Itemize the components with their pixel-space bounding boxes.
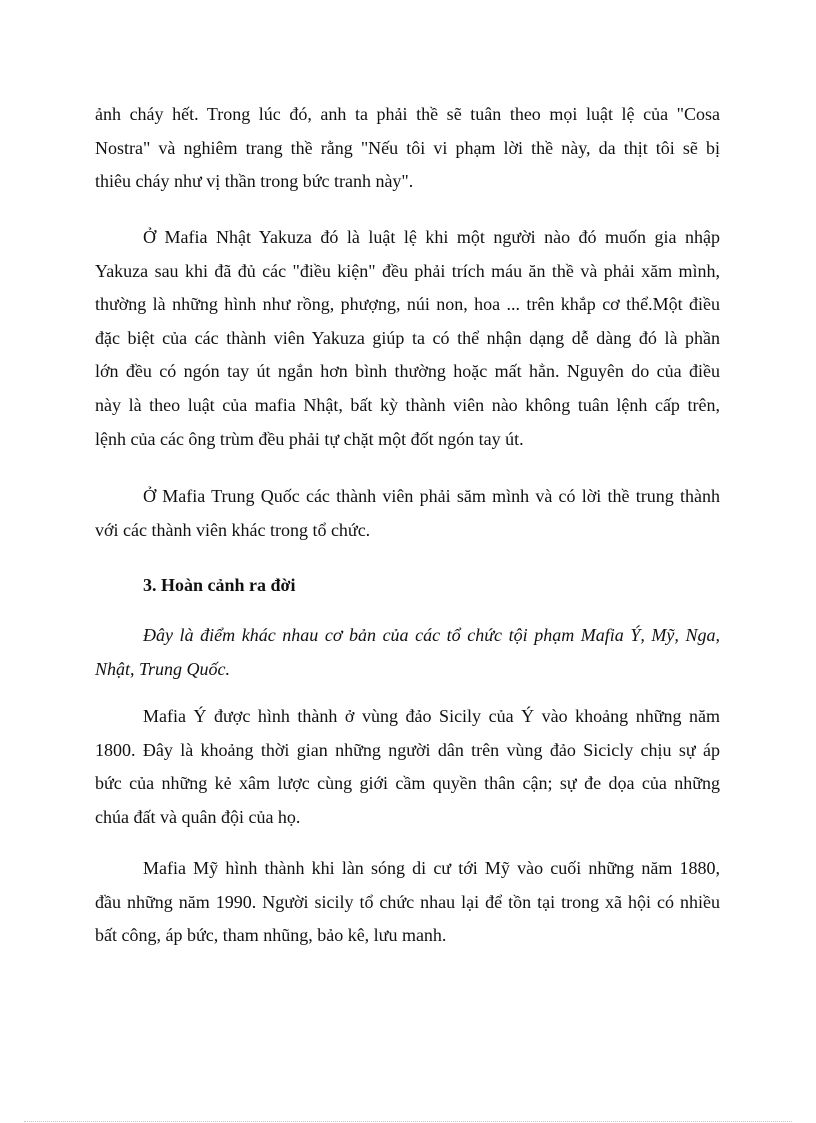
text-line: Ở Mafia Trung Quốc các thành viên phải săm mình và có lời thề trung thành [143, 486, 720, 506]
paragraph-usa-mafia [95, 852, 720, 953]
paragraph-yakuza [95, 221, 720, 456]
text-line: thiêu cháy như vị thần trong bức tranh này". [95, 171, 414, 192]
text-line: thường là những hình như rồng, phượng, núi non, hoa ... trên khắp cơ thể.Một điều [95, 294, 720, 315]
text-line: chúa đất và quân đội của họ. [95, 806, 301, 827]
text-line: với các thành viên khác trong tổ chức. [95, 519, 371, 540]
text-line: lệnh của các ông trùm đều phải tự chặt một đốt ngón tay út. [95, 428, 524, 449]
page-bottom-rule [24, 1121, 792, 1122]
text-line: đầu những năm 1990. Người sicily tổ chức nhau lại để tồn tại trong xã hội có nhiều [95, 891, 720, 912]
paragraph-china-mafia [95, 480, 720, 547]
text-line: Yakuza sau khi đã đủ các "điều kiện" đều phải trích máu ăn thề và phải xăm mình, [95, 260, 720, 281]
text-line: Nhật, Trung Quốc. [95, 658, 231, 679]
text-line: 1800. Đây là khoảng thời gian những người dân trên vùng đảo Sicicly chịu sự áp [95, 739, 720, 760]
text-line: Nostra" và nghiêm trang thề rằng "Nếu tôi vi phạm lời thề này, da thịt tôi sẽ bị [95, 137, 720, 158]
text-line: bức của những kẻ xâm lược cùng giới cầm quyền thân cận; sự đe dọa của những [95, 773, 720, 794]
paragraph-oath-cosa-nostra [95, 98, 720, 199]
text-line: Ở Mafia Nhật Yakuza đó là luật lệ khi một người nào đó muốn gia nhập [143, 227, 720, 247]
paragraph-italic-intro [95, 619, 720, 686]
paragraph-italy-mafia [95, 700, 720, 834]
text-line: Mafia Mỹ hình thành khi làn sóng di cư tới Mỹ vào cuối những năm 1880, [143, 858, 720, 878]
text-line: đặc biệt của các thành viên Yakuza giúp ta có thể nhận dạng dễ dàng đó là phần [95, 327, 720, 348]
text-line: lớn đều có ngón tay út ngắn hơn bình thường hoặc mất hẳn. Nguyên do của điều [95, 361, 720, 382]
text-line: ảnh cháy hết. Trong lúc đó, anh ta phải thề sẽ tuân theo mọi luật lệ của "Cosa [95, 104, 720, 124]
text-line: bất công, áp bức, tham nhũng, bảo kê, lưu manh. [95, 925, 447, 946]
text-line: Mafia Ý được hình thành ở vùng đảo Sicily của Ý vào khoảng những năm [143, 706, 720, 726]
text-line: Đây là điểm khác nhau cơ bản của các tổ chức tội phạm Mafia Ý, Mỹ, Nga, [143, 625, 720, 645]
section-heading: 3. Hoàn cảnh ra đời [143, 575, 296, 595]
text-line: này là theo luật của mafia Nhật, bất kỳ thành viên nào không tuân lệnh cấp trên, [95, 394, 720, 415]
